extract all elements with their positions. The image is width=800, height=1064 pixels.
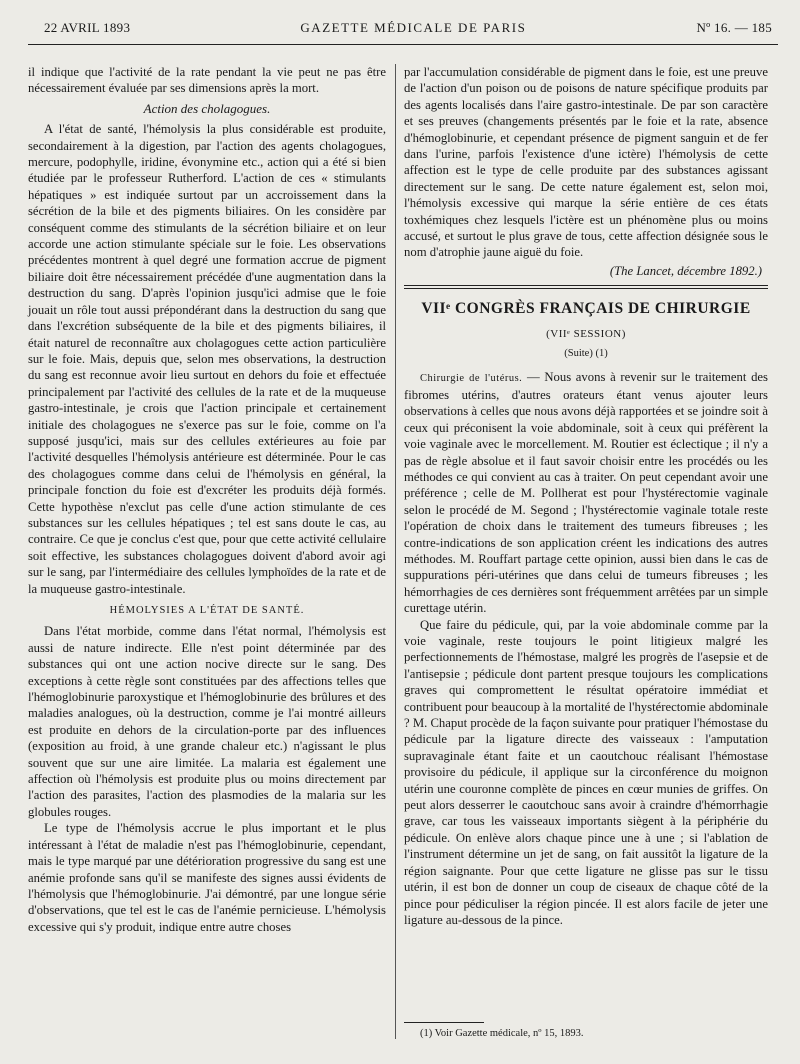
section-separator: [404, 285, 768, 289]
column-divider: [395, 64, 396, 1039]
citation-lancet: (The Lancet, décembre 1892.): [609, 263, 762, 278]
right-paragraph-2-body: — Nous avons à revenir sur le traitement des fibromes utérins, d'autres orateurs étant venus ajouter leurs observations à celles que nous avons déjà rapportées et se joindre soit à ceux qui préconisent la voie abdominale, soit à ceux qui préfèrent la voie vaginale avec le morcellement. M. Routier est éclectique ; il n'y a pas de règle absolue et il faut savoir choisir entre les procédés ou les méthodes ce qui convient au cas à traiter. On peut cependant avoir une préférence ; celle de M. Pollherat est pour l'hystérectomie vaginale selon le procédé de M. Segond ; l'hystérectomie vaginale totale reste l'opération de choix dans le traitement des tumeurs fibreuses ; les contre-indications de son application créent les indications des autres méthodes. M. Rouffart partage cette opinion, aussi bien dans le cas de suppurations péri-utérines que dans celui de tumeurs fibreuses ; les hémorrhagies de ces dernières sont fréquemment arrêtées par un simple curettage utérin.: [404, 369, 768, 616]
footnote-rule: [404, 1022, 484, 1023]
left-paragraph-2: A l'état de santé, l'hémolysis la plus considérable est produite, secondairement à la digestion, par l'action des agents cholagogues, mercure, podophylle, iridine, évonymine etc., action qui a été si bien étudiée par le professeur Rutherford. L'action de ces « stimulants hépatiques » est indiquée surtout par un accroissement dans la sécrétion de la bile et des pigments biliaires. On les considère par conséquent comme des stimulants de la sécrétion biliaire et on leur accorde une action stimulante spéciale sur le foie. Les observations précédentes montrent à quel degré une formation accrue de pigment biliaire doit être nécessairement précédée d'une augmentation dans la destruction du sang. D'après l'opinion jusqu'ici admise que le foie jouait un rôle tout aussi prépondérant dans la destruction du sang que dans l'excrétion subséquente de la bile et des pigments biliaires, il était naturel de reconnaître aux cholagogues cette action particulière sur le foie. Mais, depuis que, selon mes observations, la destruction du sang est reconnue avoir lieu surtout en dehors du foie et effectuée principalement par l'activité des cellules de la rate et de la muqueuse gastro-intestinale, je crois que l'action principale et certainement initiale des cholagogues ne s'exerce pas sur le foie, comme on l'a supposé jusqu'ici, mais sur des cellules extérieures au foie par l'activité desquelles l'hémolysis antérieure est déterminée. Pour le cas des cholagogues comme dans celui de l'hémolysis en général, la principale fonction du foie est d'excréter les produits déjà formés. Cette hypothèse n'exclut pas celle d'une action stimulante de ces substances sur les cellules hépatiques ; tel est sans doute le cas, au contraire. Ce que je conclus c'est que, pour que cette activité cellulaire soit effective, les substances cholagogues doivent d'abord avoir agi sur le sang, par l'intermédiaire des cellules lymphoïdes de la rate et de la muqueuse gastro-intestinale.: [28, 122, 386, 596]
left-paragraph-4: Le type de l'hémolysis accrue le plus important et le plus intéressant à l'état de maladie n'est pas l'hémoglobinurie, cependant, mais le type marqué par une détérioration progressive du sang est une anémie profonde sans qu'il se manifeste des signes aussi évidents de l'hémolysis que l'hémoglobinurie. J'ai démontré, par une longue série d'observations, que tel est le cas de l'anémie pernicieuse. L'hémolysis excessive qui s'y produit, indique entre autre choses: [28, 821, 386, 934]
left-paragraph-3: Dans l'état morbide, comme dans l'état normal, l'hémolysis est aussi de nature indirecte. Elle n'est point déterminée par des substances qui ont une action nocive directe sur le sang. Des exceptions à cette règle sont constituées par des affections telles que l'hémoglobinurie paroxystique et l'hémoglobinurie des brûlures et des maladies analogues, où la destruction, comme je l'ai montré ailleurs est produite en dehors de la circulation-porte par des influences (exposition au froid, à une grande chaleur etc.) n'agissant le plus souvent que sur une aire limitée. La malaria est également une affection où l'hémolysis est produite plus ou moins directement par l'action des parasites, l'action des plasmodies de la malaria sur les globules rouges.: [28, 624, 386, 819]
right-paragraph-3: Que faire du pédicule, qui, par la voie abdominale comme par la voie vaginale, reste toujours le point litigieux malgré les perfectionnements de l'hémostase, malgré les progrès de l'asepsie et de l'antisepsie ; pédicule dont partent presque toujours les complications graves qui compromettent le résultat opératoire immédiat et contribuent pour beaucoup à la mortalité de l'hystérectomie abdominale ? M. Chaput procède de la façon suivante pour pratiquer l'hémostase du pédicule par la ligature directe des vaisseaux : l'amputation supravaginale étant faite et un caoutchouc réalisant l'hémostase provisoire du pédicule, il applique sur la circonférence du moignon utérin une couronne complète de pinces en cœur munies de griffes. On peut alors desserrer le caoutchouc sans avoir à craindre d'hémorrhagie grave, car tous les vaisseaux importants siègent à la périphérie du pédicule. On enlève alors chaque pince une à une ; si l'ablation de l'instrument détermine un jet de sang, on fait aussitôt la ligature de la région saignante. Pour que cette ligature ne glisse pas sur le tissu utérin, il est bon de donner un coup de ciseaux de chaque côté de la pince pour pédiculiser la région pincée. Il est alors facile de jeter une ligature au-dessous de la pince.: [404, 617, 768, 927]
right-paragraph-1: par l'accumulation considérable de pigment dans le foie, est une preuve de l'action d'un poison ou de poisons de nature spécifique produits par des agents localisés dans l'aire gastro-intestinale. De par son caractère et ses preuves (changements présentés par le foie et la rate, absence d'hémoglobinurie, et cependant présence de pigment sanguin et de fer dans l'urine, parfois l'existence d'une ictère) l'hémolysis de cette affection est le type de celle produite par des substances agissant directement sur le sang. De cette nature également est, selon moi, l'hémolysis excessive qui marque la série entière de ces états toxhémiques chez lesquels l'ictère est un phénomène plus ou moins accusé, et surtout le plus grave de tous, cette affection désignée sous le nom d'atrophie jaune aiguë du foie.: [404, 65, 768, 260]
header-journal-title: GAZETTE MÉDICALE DE PARIS: [300, 20, 527, 35]
right-paragraph-2: [404, 369, 768, 617]
congress-title: VIIᵉ CONGRÈS FRANÇAIS DE CHIRURGIE: [421, 300, 751, 318]
session-label: (VIIᵉ SESSION): [546, 327, 626, 340]
left-column: [28, 64, 386, 935]
page-header: [44, 20, 772, 42]
suite-label: (Suite) (1): [564, 348, 608, 360]
header-rule: [28, 44, 778, 45]
footnote: (1) Voir Gazette médicale, nº 15, 1893.: [420, 1028, 584, 1039]
subsection-title-hemolysies: HÉMOLYSIES A L'ÉTAT DE SANTÉ.: [109, 605, 305, 616]
section-title-cholagogues: Action des cholagogues.: [143, 100, 271, 116]
header-issue-page: Nº 16. — 185: [696, 20, 772, 35]
left-paragraph-1: il indique que l'activité de la rate pendant la vie peut ne pas être nécessairement évaluée par ses dimensions après la mort.: [28, 65, 386, 96]
header-date: 22 AVRIL 1893: [44, 20, 131, 35]
right-column: [404, 64, 768, 928]
lead-in-chirurgie-uterus: Chirurgie de l'utérus.: [420, 372, 523, 384]
